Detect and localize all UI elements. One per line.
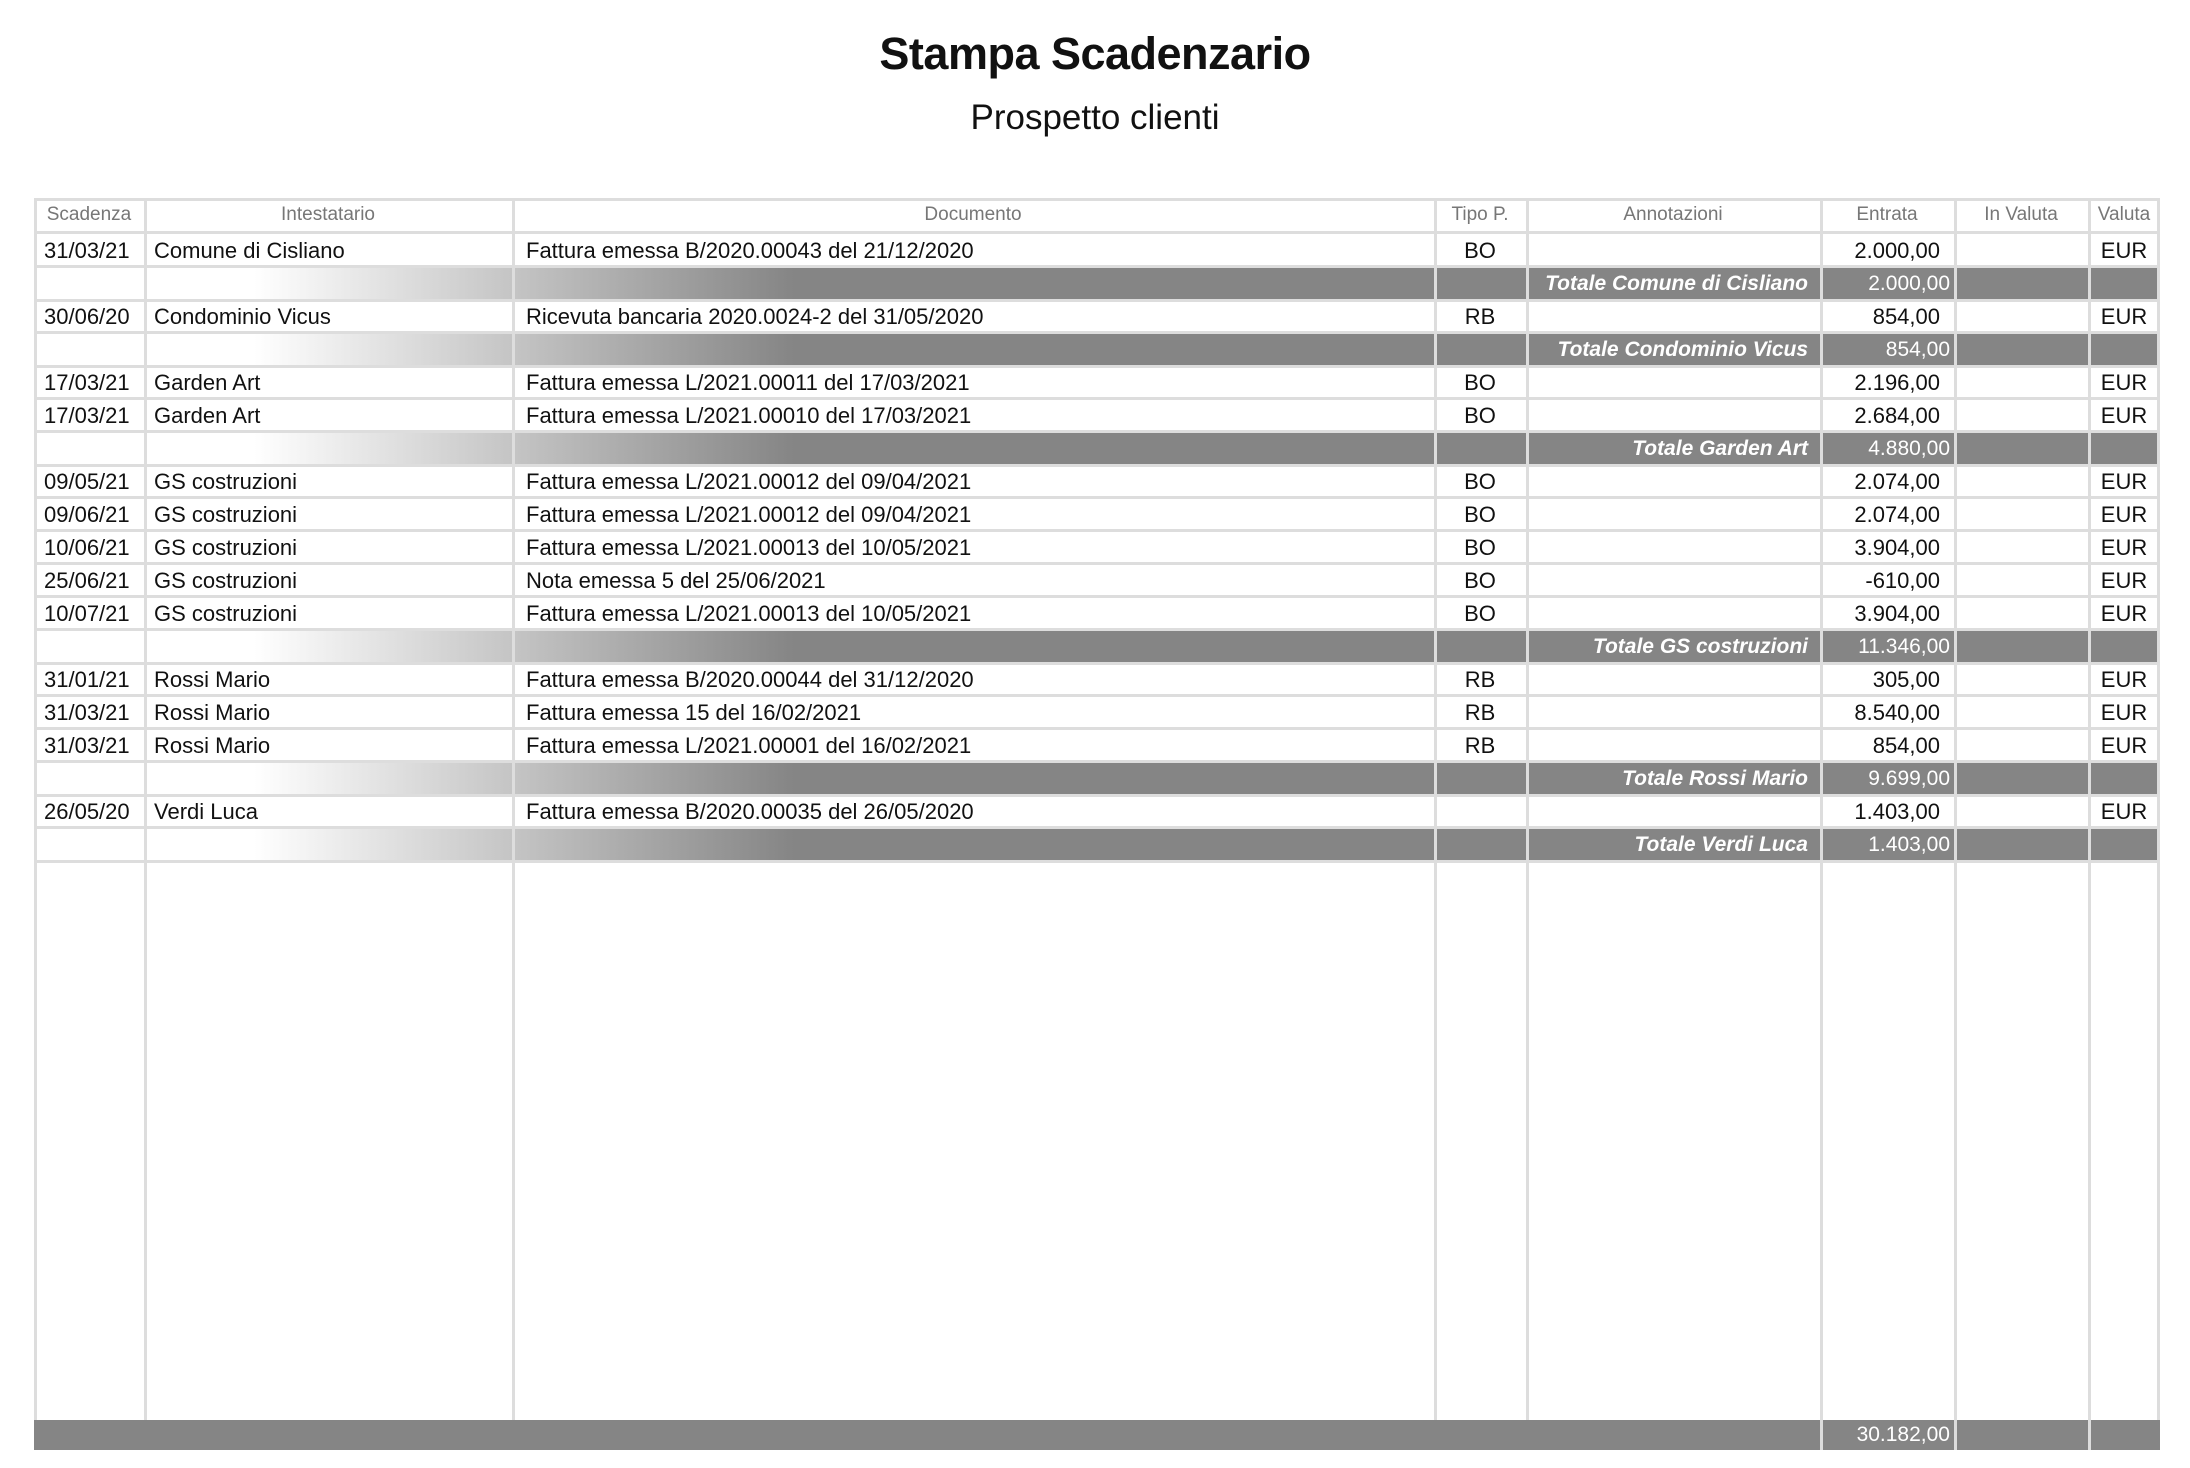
cell-annotazioni: [1536, 729, 1820, 762]
cell-tipo-p: BO: [1464, 601, 1496, 626]
cell-intestatario: GS costruzioni: [154, 469, 298, 494]
cell-entrata: 2.000,00: [1854, 238, 1940, 263]
cell-in-valuta: [1954, 696, 2074, 729]
subtotal-label: Totale Rossi Mario: [1622, 767, 1808, 790]
cell-valuta: EUR: [2100, 799, 2148, 824]
cell-in-valuta: [1954, 531, 2074, 564]
cell-intestatario: Condominio Vicus: [154, 304, 331, 329]
column-divider: [34, 198, 37, 1420]
cell-intestatario: GS costruzioni: [154, 601, 298, 626]
subtotal-value: 11.346,00: [1858, 635, 1950, 658]
cell-valuta: EUR: [2100, 667, 2148, 692]
cell-scadenza: 26/05/20: [44, 799, 130, 824]
cell-documento: Fattura emessa L/2021.00011 del 17/03/2021: [526, 370, 970, 395]
grand-total-divider: [2088, 1420, 2091, 1450]
cell-tipo-p: RB: [1464, 733, 1496, 758]
cell-tipo-p: BO: [1464, 568, 1496, 593]
header-documento: Documento: [924, 204, 1022, 225]
cell-annotazioni: [1536, 696, 1820, 729]
cell-scadenza: 09/05/21: [44, 469, 130, 494]
cell-tipo-p: RB: [1464, 304, 1496, 329]
cell-scadenza: 25/06/21: [44, 568, 130, 593]
column-divider: [144, 198, 147, 1420]
cell-annotazioni: [1536, 564, 1820, 597]
cell-documento: Fattura emessa L/2021.00013 del 10/05/2021: [526, 601, 972, 626]
column-divider: [1954, 198, 1957, 1420]
cell-entrata: 8.540,00: [1854, 700, 1940, 725]
cell-intestatario: Garden Art: [154, 370, 261, 395]
scadenzario-table: [34, 198, 2160, 1450]
cell-in-valuta: [1954, 498, 2074, 531]
cell-scadenza: 17/03/21: [44, 370, 130, 395]
cell-valuta: EUR: [2100, 403, 2148, 428]
cell-entrata: 854,00: [1872, 733, 1940, 758]
subtotal-label: Totale Condominio Vicus: [1557, 338, 1808, 361]
cell-tipo-p: RB: [1464, 700, 1496, 725]
header-entrata: Entrata: [1856, 204, 1918, 225]
cell-valuta: EUR: [2100, 238, 2148, 263]
cell-intestatario: Rossi Mario: [154, 667, 271, 692]
header-intestatario: Intestatario: [281, 204, 375, 225]
cell-entrata: 2.196,00: [1854, 370, 1940, 395]
cell-intestatario: Garden Art: [154, 403, 261, 428]
cell-valuta: EUR: [2100, 601, 2148, 626]
column-divider: [1434, 198, 1437, 1420]
cell-tipo-p: RB: [1464, 667, 1496, 692]
cell-valuta: EUR: [2100, 733, 2148, 758]
cell-valuta: EUR: [2100, 568, 2148, 593]
cell-scadenza: 31/03/21: [44, 700, 130, 725]
cell-valuta: EUR: [2100, 304, 2148, 329]
cell-documento: Fattura emessa L/2021.00012 del 09/04/2021: [526, 469, 972, 494]
column-divider: [512, 198, 515, 1420]
column-divider: [2157, 198, 2160, 1420]
grand-total-value: 30.182,00: [1856, 1423, 1950, 1446]
cell-in-valuta: [1954, 795, 2074, 828]
cell-entrata: 2.684,00: [1854, 403, 1940, 428]
cell-entrata: 305,00: [1872, 667, 1940, 692]
subtotal-bar-in-valuta: [1957, 268, 2088, 299]
cell-intestatario: Comune di Cisliano: [154, 238, 345, 263]
cell-tipo-p: BO: [1464, 535, 1496, 560]
subtotal-bar-in-valuta: [1957, 334, 2088, 365]
grand-total-divider: [1954, 1420, 1957, 1450]
cell-entrata: 854,00: [1872, 304, 1940, 329]
cell-scadenza: 10/06/21: [44, 535, 130, 560]
report-title: Stampa Scadenzario: [879, 28, 1311, 79]
cell-intestatario: Verdi Luca: [154, 799, 258, 824]
cell-annotazioni: [1536, 597, 1820, 630]
subtotal-bar-in-valuta: [1957, 829, 2088, 860]
cell-documento: Fattura emessa B/2020.00043 del 21/12/2020: [526, 238, 974, 263]
cell-annotazioni: [1536, 399, 1820, 432]
cell-scadenza: 31/03/21: [44, 238, 130, 263]
header-tipo-p: Tipo P.: [1451, 204, 1509, 225]
cell-tipo-p: BO: [1464, 370, 1496, 395]
cell-documento: Fattura emessa L/2021.00001 del 16/02/2021: [526, 733, 972, 758]
cell-documento: Nota emessa 5 del 25/06/2021: [526, 568, 826, 593]
cell-in-valuta: [1954, 663, 2074, 696]
cell-documento: Fattura emessa L/2021.00013 del 10/05/2021: [526, 535, 972, 560]
cell-in-valuta: [1954, 597, 2074, 630]
report-subtitle: Prospetto clienti: [970, 98, 1220, 137]
subtotal-bar-valuta: [2091, 829, 2160, 860]
cell-scadenza: 31/03/21: [44, 733, 130, 758]
cell-entrata: 3.904,00: [1854, 601, 1940, 626]
cell-in-valuta: [1954, 300, 2074, 333]
cell-annotazioni: [1536, 465, 1820, 498]
cell-tipo-p: [1434, 795, 1526, 828]
header-valuta: Valuta: [2097, 204, 2151, 225]
cell-documento: Fattura emessa L/2021.00012 del 09/04/2021: [526, 502, 972, 527]
subtotal-bar-in-valuta: [1957, 763, 2088, 794]
cell-tipo-p: BO: [1464, 469, 1496, 494]
column-divider: [1820, 198, 1823, 1420]
cell-tipo-p: BO: [1464, 403, 1496, 428]
subtotal-bar-in-valuta: [1957, 433, 2088, 464]
cell-intestatario: GS costruzioni: [154, 568, 298, 593]
cell-valuta: EUR: [2100, 535, 2148, 560]
subtotal-bar-valuta: [2091, 433, 2160, 464]
subtotal-label: Totale Comune di Cisliano: [1545, 272, 1808, 295]
cell-scadenza: 09/06/21: [44, 502, 130, 527]
cell-tipo-p: BO: [1464, 238, 1496, 263]
subtotal-border: [34, 860, 2160, 863]
cell-documento: Fattura emessa 15 del 16/02/2021: [526, 700, 862, 725]
cell-annotazioni: [1536, 663, 1820, 696]
cell-annotazioni: [1536, 366, 1820, 399]
subtotal-value: 854,00: [1885, 338, 1950, 361]
subtotal-label: Totale Garden Art: [1632, 437, 1808, 460]
subtotal-bar-valuta: [2091, 268, 2160, 299]
cell-annotazioni: [1536, 300, 1820, 333]
cell-intestatario: Rossi Mario: [154, 733, 271, 758]
cell-intestatario: Rossi Mario: [154, 700, 271, 725]
cell-scadenza: 17/03/21: [44, 403, 130, 428]
cell-documento: Fattura emessa L/2021.00010 del 17/03/2021: [526, 403, 972, 428]
cell-annotazioni: [1536, 531, 1820, 564]
column-divider: [2088, 198, 2091, 1420]
cell-scadenza: 31/01/21: [44, 667, 130, 692]
cell-in-valuta: [1954, 564, 2074, 597]
header-scadenza: Scadenza: [46, 204, 132, 225]
cell-scadenza: 10/07/21: [44, 601, 130, 626]
cell-in-valuta: [1954, 465, 2074, 498]
subtotal-value: 4.880,00: [1868, 437, 1950, 460]
cell-valuta: EUR: [2100, 502, 2148, 527]
cell-documento: Ricevuta bancaria 2020.0024-2 del 31/05/2020: [526, 304, 984, 329]
cell-intestatario: GS costruzioni: [154, 502, 298, 527]
column-divider: [1526, 198, 1529, 1420]
cell-in-valuta: [1954, 729, 2074, 762]
cell-scadenza: 30/06/20: [44, 304, 130, 329]
cell-annotazioni: [1536, 795, 1820, 828]
cell-annotazioni: [1536, 234, 1820, 267]
cell-in-valuta: [1954, 234, 2074, 267]
cell-valuta: EUR: [2100, 370, 2148, 395]
cell-intestatario: GS costruzioni: [154, 535, 298, 560]
subtotal-label: Totale GS costruzioni: [1592, 635, 1808, 658]
cell-in-valuta: [1954, 399, 2074, 432]
subtotal-value: 9.699,00: [1868, 767, 1950, 790]
cell-in-valuta: [1954, 366, 2074, 399]
cell-documento: Fattura emessa B/2020.00044 del 31/12/2020: [526, 667, 974, 692]
subtotal-bar-in-valuta: [1957, 631, 2088, 662]
subtotal-bar-valuta: [2091, 631, 2160, 662]
cell-entrata: -610,00: [1865, 568, 1940, 593]
cell-annotazioni: [1536, 498, 1820, 531]
subtotal-bar-valuta: [2091, 334, 2160, 365]
cell-tipo-p: BO: [1464, 502, 1496, 527]
subtotal-label: Totale Verdi Luca: [1634, 833, 1808, 856]
header-in-valuta: In Valuta: [1984, 204, 2058, 225]
cell-entrata: 3.904,00: [1854, 535, 1940, 560]
cell-entrata: 2.074,00: [1854, 469, 1940, 494]
subtotal-bar-valuta: [2091, 763, 2160, 794]
cell-entrata: 1.403,00: [1854, 799, 1940, 824]
cell-valuta: EUR: [2100, 700, 2148, 725]
subtotal-value: 2.000,00: [1868, 272, 1950, 295]
cell-entrata: 2.074,00: [1854, 502, 1940, 527]
header-annotazioni: Annotazioni: [1623, 204, 1723, 225]
cell-documento: Fattura emessa B/2020.00035 del 26/05/2020: [526, 799, 974, 824]
cell-valuta: EUR: [2100, 469, 2148, 494]
subtotal-value: 1.403,00: [1868, 833, 1950, 856]
